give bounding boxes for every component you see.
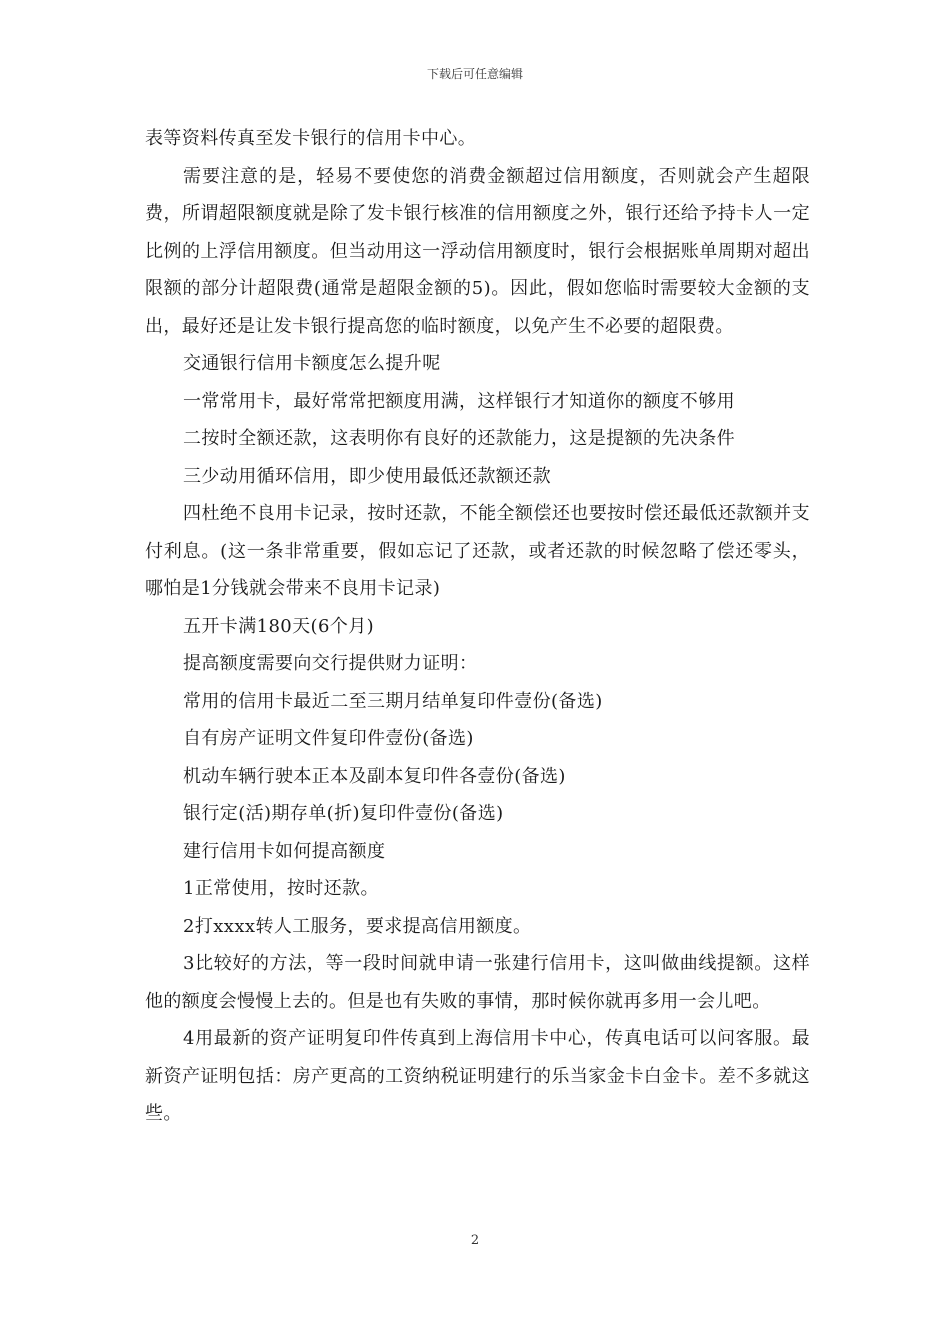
paragraph: 表等资料传真至发卡银行的信用卡中心。: [145, 128, 477, 149]
list-item: 机动车辆行驶本正本及副本复印件各壹份(备选): [183, 765, 566, 787]
section-heading: 建行信用卡如何提高额度: [183, 840, 386, 862]
document-body: [145, 120, 810, 1133]
paragraph: 需要注意的是，轻易不要使您的消费金额超过信用额度，否则就会产生超限费，所谓超限额度就是除了发卡银行核准的信用额度之外，银行还给予持卡人一定比例的上浮信用额度。但当动用这一浮动信用额度时，银行会根据账单周期对超出限额的部分计超限费(通常是超限金额的5)。因此，假如您临时需要较大金额的支出，最好还是让发卡银行提高您的临时额度，以免产生不必要的超限费。: [145, 165, 810, 337]
list-item: 2打xxxx转人工服务，要求提高信用额度。: [183, 915, 532, 937]
list-item: 三少动用循环信用，即少使用最低还款额还款: [183, 465, 551, 487]
list-item: 五开卡满180天(6个月): [183, 615, 375, 637]
list-item: 自有房产证明文件复印件壹份(备选): [183, 728, 474, 749]
list-item: 银行定(活)期存单(折)复印件壹份(备选): [183, 803, 504, 824]
list-item: 常用的信用卡最近二至三期月结单复印件壹份(备选): [183, 690, 603, 712]
list-item: 1正常使用，按时还款。: [183, 878, 379, 899]
page-number: 2: [470, 1233, 480, 1248]
list-item: 4用最新的资产证明复印件传真到上海信用卡中心，传真电话可以问客服。最新资产证明包括：房产更高的工资纳税证明建行的乐当家金卡白金卡。差不多就这些。: [145, 1028, 810, 1124]
paragraph: 提高额度需要向交行提供财力证明：: [183, 653, 478, 674]
list-item: 一常常用卡，最好常常把额度用满，这样银行才知道你的额度不够用: [183, 390, 735, 412]
section-heading: 交通银行信用卡额度怎么提升呢: [183, 353, 441, 374]
page-header: 下载后可任意编辑: [426, 67, 523, 81]
list-item: 四杜绝不良用卡记录，按时还款，不能全额偿还也要按时偿还最低还款额并支付利息。(这一条非常重要，假如忘记了还款，或者还款的时候忽略了偿还零头，哪怕是1分钱就会带来不良用卡记录): [145, 503, 810, 599]
list-item: 3比较好的方法，等一段时间就申请一张建行信用卡，这叫做曲线提额。这样他的额度会慢慢上去的。但是也有失败的事情，那时候你就再多用一会儿吧。: [145, 953, 810, 1012]
list-item: 二按时全额还款，这表明你有良好的还款能力，这是提额的先决条件: [183, 428, 735, 449]
